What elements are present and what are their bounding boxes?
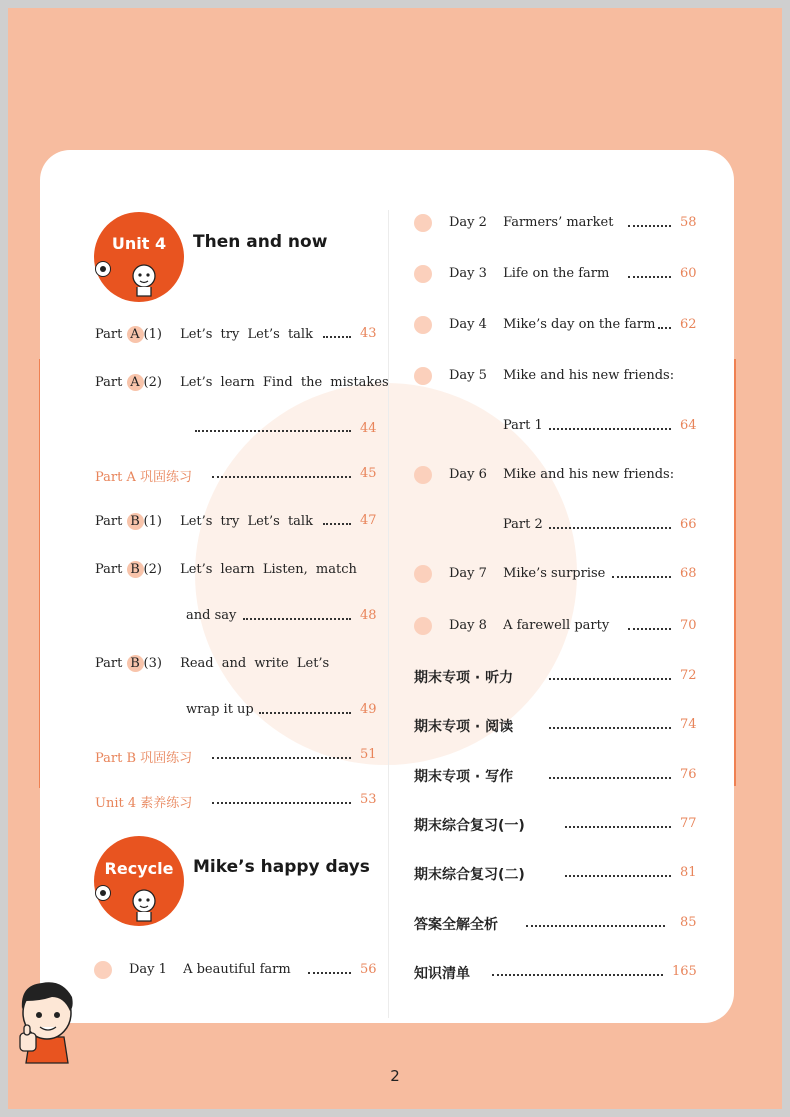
toc-entry-day1[interactable] [129,962,291,977]
toc-entry-final-review-2[interactable]: 期末综合复习(二) [414,867,525,883]
page-number-53: 53 [360,792,377,807]
leader-dots [195,430,351,432]
toc-entry-final-review-1[interactable]: 期末综合复习(一) [414,818,525,834]
leader-dots [212,476,351,478]
toc-entry-day8[interactable] [449,618,609,633]
day-label: Day 2 [449,215,487,230]
part-letter: A [127,374,144,391]
entry-continuation: Part 2 [503,517,543,532]
part-num: (1) [143,327,162,342]
page-number-70: 70 [680,618,697,633]
page-number-62: 62 [680,317,697,332]
page-number-77: 77 [680,816,697,831]
soccer-ball-icon [95,885,111,901]
leader-dots [658,327,671,329]
entry-text: A beautiful farm [183,962,291,977]
toc-entry-day3[interactable] [449,266,609,281]
toc-entry-day2[interactable] [449,215,613,230]
part-num: (1) [143,514,162,529]
leader-dots [612,576,671,578]
entry-text: Let’s try Let’s talk [180,327,313,342]
toc-entry-day4[interactable] [449,317,655,332]
toc-entry-day5[interactable] [449,368,674,383]
entry-text: A farewell party [503,618,610,633]
part-letter: B [127,561,144,578]
part-label: Part [95,656,123,671]
toc-entry-final-reading[interactable]: 期末专项 · 阅读 [414,719,514,735]
entry-text: Mike and his new friends: [503,368,675,383]
entry-text: Mike’s surprise [503,566,606,581]
page-number-44: 44 [360,421,377,436]
leader-dots [549,428,671,430]
page-number-47: 47 [360,513,377,528]
entry-text: Let’s learn Find the mistakes [180,375,389,390]
bullet-dot [414,316,432,334]
part-num: (3) [143,656,162,671]
bullet-dot [94,961,112,979]
leader-dots [628,276,671,278]
entry-continuation: Part 1 [503,418,543,433]
part-letter: B [127,655,144,672]
leader-dots [565,826,671,828]
entry-text: Farmers’ market [503,215,614,230]
unit4-badge-label: Unit 4 [111,234,167,253]
toc-entry-knowledge-list[interactable]: 知识清单 [414,966,470,982]
page-number-45: 45 [360,466,377,481]
toc-entry-day7[interactable] [449,566,605,581]
leader-dots [549,777,671,779]
day-label: Day 5 [449,368,487,383]
page-number-64: 64 [680,418,697,433]
page-number-72: 72 [680,668,697,683]
page-number-43: 43 [360,326,377,341]
entry-text: Life on the farm [503,266,610,281]
leader-dots [243,618,351,620]
toc-entry-final-writing[interactable]: 期末专项 · 写作 [414,769,514,785]
page-number-58: 58 [680,215,697,230]
bullet-dot [414,367,432,385]
day-label: Day 6 [449,467,487,482]
page-number-66: 66 [680,517,697,532]
leader-dots [212,757,351,759]
leader-dots [323,523,351,525]
toc-entry-b3[interactable] [95,655,329,672]
leader-dots [565,875,671,877]
toc-entry-final-listening[interactable]: 期末专项 · 听力 [414,670,514,686]
toc-entry-part-a-practice[interactable]: Part A 巩固练习 [95,470,193,485]
leader-dots [526,925,665,927]
day-label: Day 8 [449,618,487,633]
leader-dots [549,678,671,680]
bullet-dot [414,214,432,232]
page-number-60: 60 [680,266,697,281]
leader-dots [323,336,351,338]
page-number-74: 74 [680,717,697,732]
part-label: Part [95,327,123,342]
part-letter: A [127,326,144,343]
leader-dots [549,527,671,529]
recycle-title: Mike’s happy days [193,857,370,877]
toc-entry-part-b-practice[interactable]: Part B 巩固练习 [95,751,193,766]
page-number-56: 56 [360,962,377,977]
toc-entry-answers[interactable]: 答案全解全析 [414,917,498,933]
page-number: 2 [390,1067,400,1085]
cartoon-boy-thumbs-up-icon [12,975,82,1065]
soccer-ball-icon [95,261,111,277]
part-num: (2) [143,562,162,577]
page-number-76: 76 [680,767,697,782]
bullet-dot [414,565,432,583]
toc-entry-unit4-practice[interactable]: Unit 4 素养练习 [95,796,193,811]
day-label: Day 3 [449,266,487,281]
page-number-81: 81 [680,865,697,880]
part-label: Part [95,562,123,577]
toc-entry-a1[interactable] [95,326,313,343]
page-number-68: 68 [680,566,697,581]
part-label: Part [95,375,123,390]
entry-text: Let’s try Let’s talk [180,514,313,529]
day-label: Day 7 [449,566,487,581]
page-number-48: 48 [360,608,377,623]
page-number-165: 165 [672,964,697,979]
entry-text: Mike’s day on the farm [503,317,656,332]
recycle-badge-label: Recycle [104,859,174,878]
leader-dots [259,712,351,714]
entry-continuation: and say [186,608,237,623]
page-number-85: 85 [680,915,697,930]
dinosaur-mascot-icon [129,887,159,923]
leader-dots [308,972,351,974]
leader-dots [628,225,671,227]
toc-entry-day6[interactable] [449,467,674,482]
leader-dots [492,974,663,976]
part-label: Part [95,514,123,529]
day-label: Day 1 [129,962,167,977]
toc-entry-b2[interactable] [95,561,357,578]
toc-entry-a2[interactable] [95,374,389,391]
entry-continuation: wrap it up [186,702,254,717]
unit4-title: Then and now [193,232,328,252]
bullet-dot [414,265,432,283]
entry-text: Read and write Let’s [180,656,330,671]
bullet-dot [414,617,432,635]
leader-dots [212,802,351,804]
leader-dots [628,628,671,630]
page-number-51: 51 [360,747,377,762]
column-divider [388,210,389,1018]
page-number-49: 49 [360,702,377,717]
bullet-dot [414,466,432,484]
dinosaur-mascot-icon [129,262,159,298]
entry-text: Mike and his new friends: [503,467,675,482]
day-label: Day 4 [449,317,487,332]
toc-entry-b1[interactable] [95,513,313,530]
toc-card [40,150,734,1023]
entry-text: Let’s learn Listen, match [180,562,357,577]
part-num: (2) [143,375,162,390]
part-letter: B [127,513,144,530]
leader-dots [549,727,671,729]
